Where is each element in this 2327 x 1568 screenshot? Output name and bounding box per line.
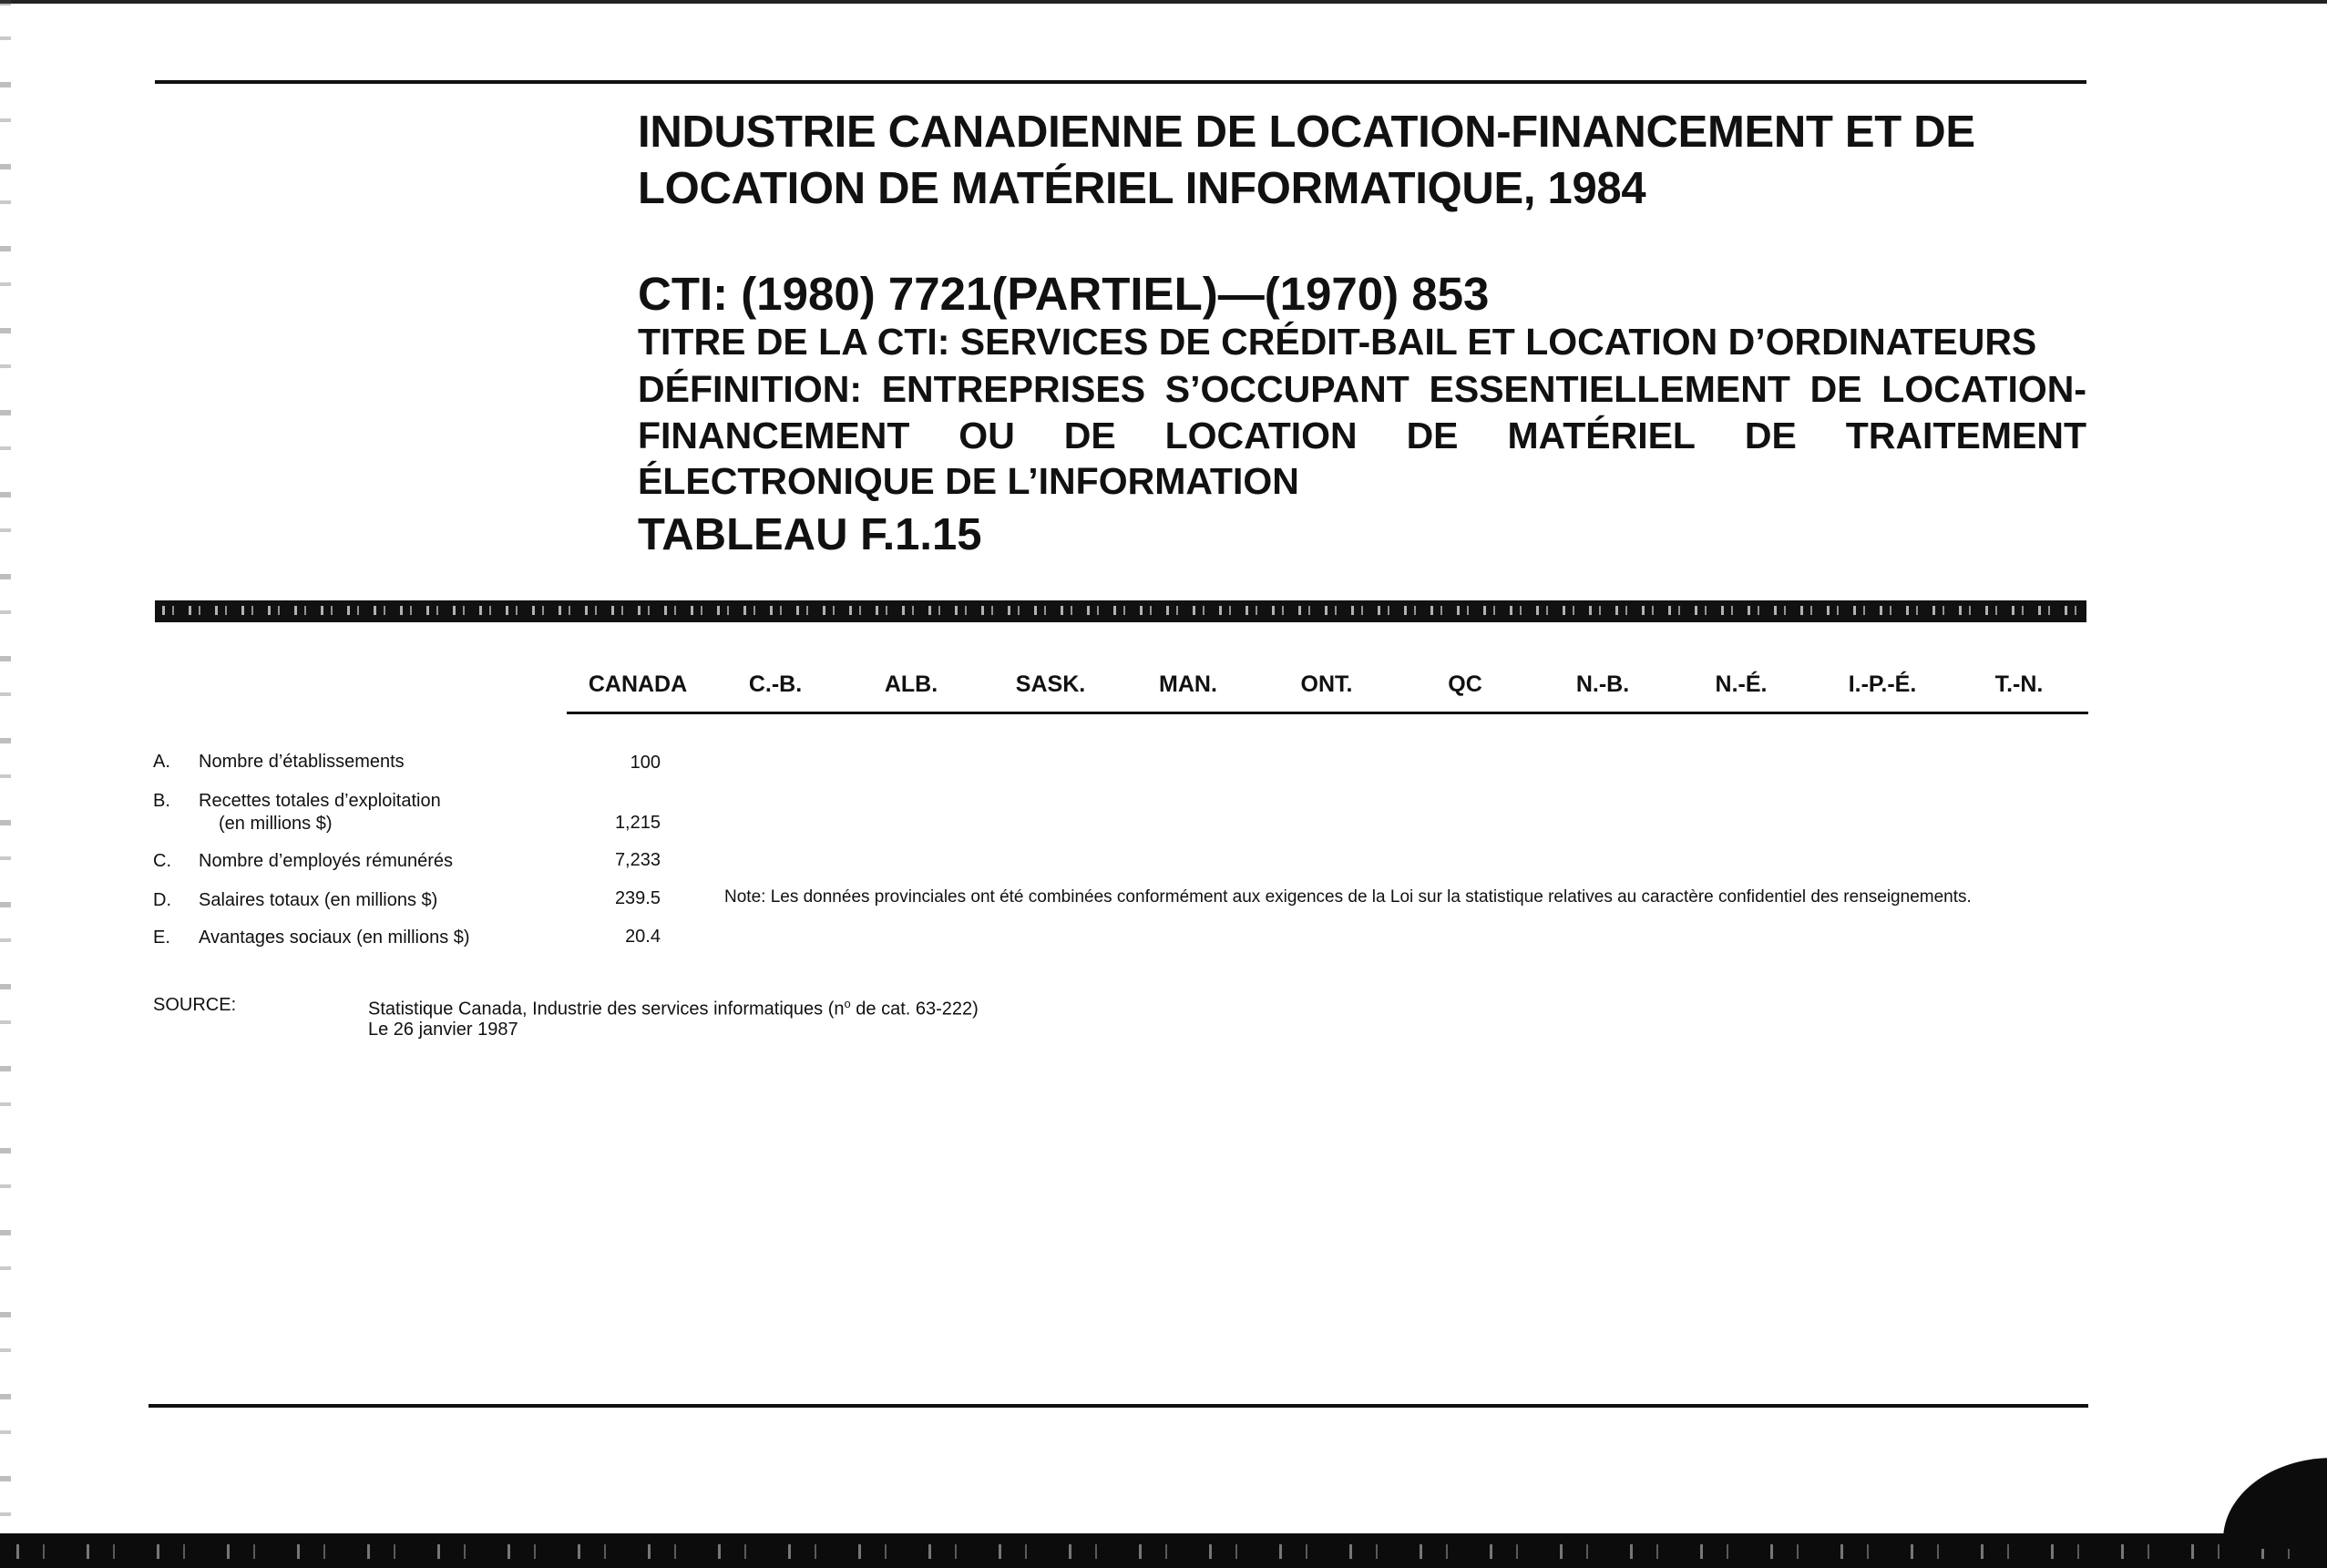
definition-line-3: ÉLECTRONIQUE DE L’INFORMATION	[638, 460, 1299, 502]
row-label: Recettes totales d’exploitation	[199, 791, 441, 811]
definition-word: OU	[958, 415, 1015, 456]
table-top-band-texture	[162, 606, 2079, 615]
column-header-cb: C.-B.	[748, 671, 803, 697]
column-header-ipe: I.-P.-É.	[1848, 671, 1917, 697]
source-label: SOURCE:	[153, 995, 237, 1015]
row-value-canada: 7,233	[614, 850, 661, 870]
row-letter: E.	[153, 927, 170, 948]
cti-code: CTI: (1980) 7721(PARTIEL)—(1970) 853	[638, 268, 1490, 320]
definition-word: LOCATION-	[1881, 368, 2086, 410]
row-letter: A.	[153, 752, 170, 772]
row-label: Nombre d’établissements	[199, 752, 405, 772]
cti-title: TITRE DE LA CTI: SERVICES DE CRÉDIT-BAIL ET LOCATION D’ORDINATEURS	[638, 321, 2037, 363]
source-citation-text-end: de cat. 63-222)	[850, 999, 979, 1020]
column-header-ne: N.-É.	[1715, 671, 1768, 697]
row-label: Salaires totaux (en millions $)	[199, 890, 438, 910]
column-header-canada: CANADA	[588, 671, 688, 697]
column-header-nb: N.-B.	[1575, 671, 1630, 697]
source-date: Le 26 janvier 1987	[368, 1020, 518, 1040]
table-header-rule	[567, 712, 2088, 714]
row-value-canada: 1,215	[614, 813, 661, 833]
row-value-canada: 239.5	[614, 888, 661, 908]
column-header-tn: T.-N.	[1994, 671, 2044, 697]
definition-line-2	[638, 413, 2086, 458]
source-citation-text: Statistique Canada, Industrie des services informatiques (n	[368, 999, 845, 1020]
source-citation	[368, 992, 979, 1021]
column-header-sask: SASK.	[1015, 671, 1086, 697]
definition-word: FINANCEMENT	[638, 415, 910, 456]
confidentiality-note: Note: Les données provinciales ont été combinées conformément aux exigences de la Loi sur la statistique relatives au caractère confidentiel des renseignements.	[724, 887, 1972, 907]
definition-word: DE	[1744, 415, 1797, 456]
column-header-alb: ALB.	[884, 671, 938, 697]
definition-word: ESSENTIELLEMENT	[1429, 368, 1790, 410]
document-title-line-2: LOCATION DE MATÉRIEL INFORMATIQUE, 1984	[638, 164, 1646, 213]
scan-edge-page-curl	[2223, 1458, 2327, 1549]
definition-word: MATÉRIEL	[1507, 415, 1696, 456]
definition-line-1	[638, 366, 2086, 412]
table-label: TABLEAU F.1.15	[638, 510, 982, 559]
definition-word: DE	[1809, 368, 1862, 410]
bottom-rule	[149, 1404, 2088, 1408]
row-label: Avantages sociaux (en millions $)	[199, 927, 470, 948]
column-header-ont: ONT.	[1300, 671, 1353, 697]
row-value-canada: 100	[630, 753, 661, 773]
row-letter: B.	[153, 791, 170, 811]
definition-word: DE	[1063, 415, 1116, 456]
row-value-canada: 20.4	[625, 927, 661, 947]
column-header-qc: QC	[1448, 671, 1482, 697]
definition-word: ENTREPRISES	[881, 368, 1146, 410]
definition-word: DE	[1406, 415, 1459, 456]
definition-word: S’OCCUPANT	[1164, 368, 1410, 410]
column-header-man: MAN.	[1159, 671, 1217, 697]
source-citation-superscript: o	[844, 997, 851, 1010]
row-letter: D.	[153, 890, 171, 910]
row-letter: C.	[153, 851, 171, 871]
document-title-line-1: INDUSTRIE CANADIENNE DE LOCATION-FINANCEMENT ET DE	[638, 108, 1975, 157]
row-label: Nombre d’employés rémunérés	[199, 851, 454, 871]
scan-edge-bottom-noise	[0, 1544, 2327, 1559]
top-rule	[155, 80, 2086, 84]
definition-word: DÉFINITION:	[638, 368, 862, 410]
scan-edge-top	[0, 0, 2327, 4]
definition-word: LOCATION	[1164, 415, 1358, 456]
definition-word: TRAITEMENT	[1845, 415, 2086, 456]
scan-edge-left	[0, 0, 11, 1568]
row-label-continued: (en millions $)	[219, 814, 333, 834]
